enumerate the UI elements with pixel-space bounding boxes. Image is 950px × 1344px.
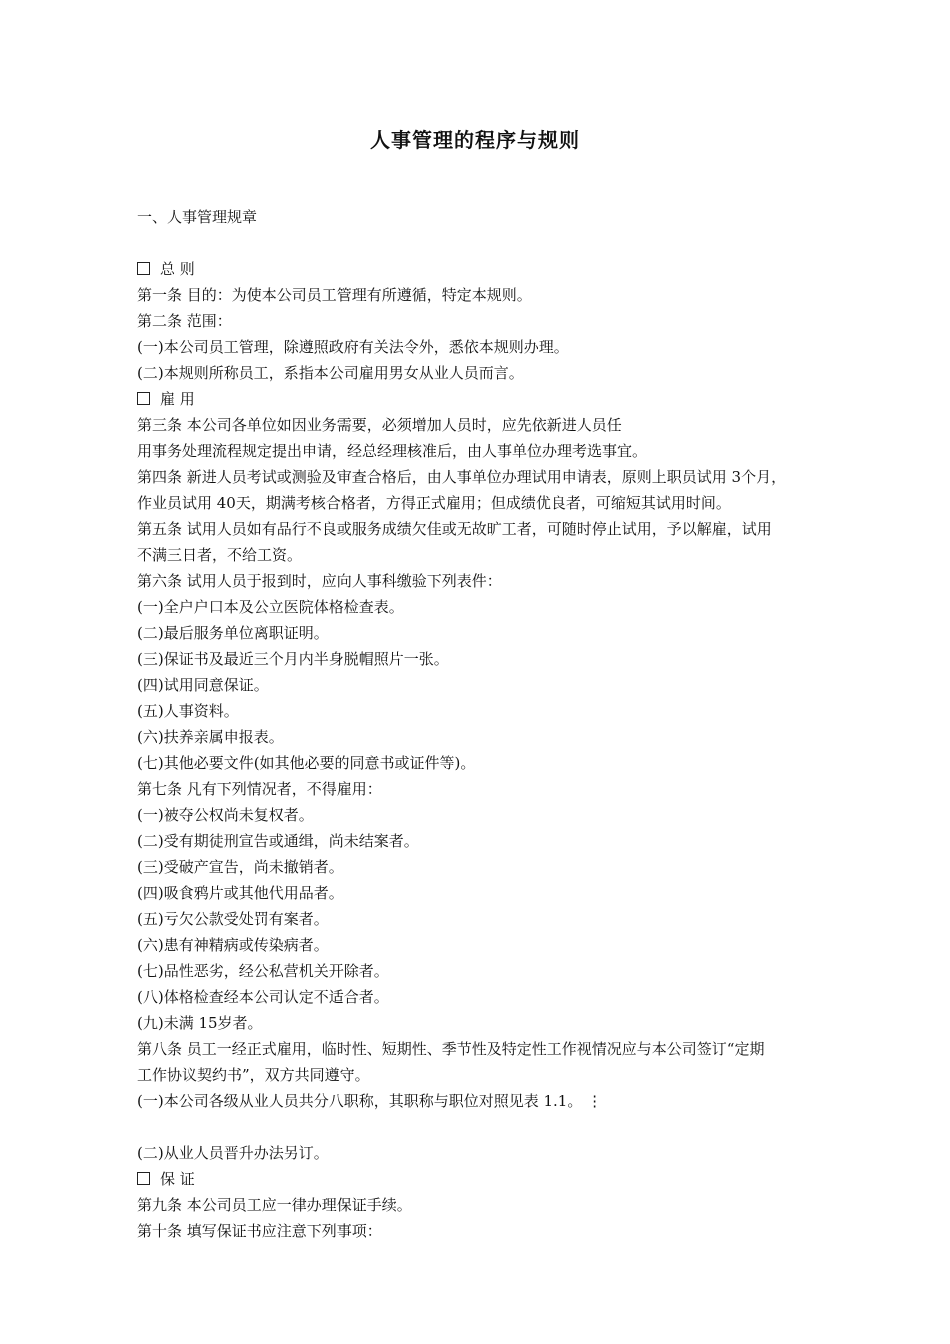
paragraph-line: 第十条 填写保证书应注意下列事项： — [137, 1222, 382, 1240]
list-item: (三)保证书及最近三个月内半身脱帽照片一张。 — [137, 650, 449, 668]
list-item: (二)最后服务单位离职证明。 — [137, 624, 329, 642]
list-item: (四)试用同意保证。 — [137, 676, 269, 694]
paragraph-line: 用事务处理流程规定提出申请，经总经理核准后，由人事单位办理考选事宜。 — [137, 442, 648, 460]
paragraph-line: 第一条 目的：为使本公司员工管理有所遵循，特定本规则。 — [137, 286, 532, 304]
subheading-general — [137, 256, 877, 282]
list-item: (四)吸食鸦片或其他代用品者。 — [137, 884, 344, 902]
paragraph-line: 第五条 试用人员如有品行不良或服务成绩欠佳或无故旷工者，可随时停止试用，予以解雇，试用 — [137, 520, 772, 538]
subheading-guarantee — [137, 1166, 877, 1192]
paragraph-line: (一)本公司员工管理，除遵照政府有关法令外，悉依本规则办理。 — [137, 338, 569, 356]
list-item: (七)其他必要文件(如其他必要的同意书或证件等)。 — [137, 754, 476, 772]
document-body — [137, 204, 877, 1244]
list-item: (二)从业人员晋升办法另订。 — [137, 1144, 329, 1162]
list-item: (五)人事资料。 — [137, 702, 239, 720]
paragraph-line: 第二条 范围： — [137, 312, 232, 330]
list-item: (五)亏欠公款受处罚有案者。 — [137, 910, 329, 928]
paragraph-line: 工作协议契约书”，双方共同遵守。 — [137, 1066, 370, 1084]
section-heading: 一、人事管理规章 — [137, 208, 258, 226]
subheading-label: 总 则 — [160, 260, 195, 278]
paragraph-line: 第四条 新进人员考试或测验及审查合格后，由人事单位办理试用申请表，原则上职员试用 3个月， — [137, 468, 787, 486]
paragraph-line: 不满三日者，不给工资。 — [137, 546, 303, 564]
list-item: (七)品性恶劣，经公私营机关开除者。 — [137, 962, 389, 980]
checkbox-square-icon — [137, 1172, 150, 1185]
subheading-hire — [137, 386, 877, 412]
paragraph-line: (二)本规则所称员工，系指本公司雇用男女从业人员而言。 — [137, 364, 524, 382]
list-item: (一)全户户口本及公立医院体格检查表。 — [137, 598, 404, 616]
list-item: (九)未满 15岁者。 — [137, 1014, 263, 1032]
page-title: 人事管理的程序与规则 — [370, 128, 580, 152]
spacer — [137, 230, 877, 256]
list-item: (一)本公司各级从业人员共分八职称，其职称与职位对照见表 1.1。 ⋮ — [137, 1092, 603, 1110]
subheading-label: 保 证 — [160, 1170, 195, 1188]
paragraph-line: 第七条 凡有下列情况者，不得雇用： — [137, 780, 382, 798]
list-item: (八)体格检查经本公司认定不适合者。 — [137, 988, 389, 1006]
paragraph-line: 第八条 员工一经正式雇用，临时性、短期性、季节性及特定性工作视情况应与本公司签订“定期 — [137, 1040, 765, 1058]
paragraph-line: 第三条 本公司各单位如因业务需要，必须增加人员时，应先依新进人员任 — [137, 416, 622, 434]
paragraph-line: 作业员试用 40天，期满考核合格者，方得正式雇用；但成绩优良者，可缩短其试用时间。 — [137, 494, 731, 512]
list-item: (六)扶养亲属申报表。 — [137, 728, 284, 746]
list-item: (六)患有神精病或传染病者。 — [137, 936, 329, 954]
checkbox-square-icon — [137, 392, 150, 405]
list-item: (一)被夺公权尚未复权者。 — [137, 806, 314, 824]
list-item: (二)受有期徒刑宣告或通缉，尚未结案者。 — [137, 832, 419, 850]
spacer — [137, 1114, 877, 1140]
list-item: (三)受破产宣告，尚未撤销者。 — [137, 858, 344, 876]
subheading-label: 雇 用 — [160, 390, 195, 408]
paragraph-line: 第六条 试用人员于报到时，应向人事科缴验下列表件： — [137, 572, 502, 590]
paragraph-line: 第九条 本公司员工应一律办理保证手续。 — [137, 1196, 412, 1214]
checkbox-square-icon — [137, 262, 150, 275]
